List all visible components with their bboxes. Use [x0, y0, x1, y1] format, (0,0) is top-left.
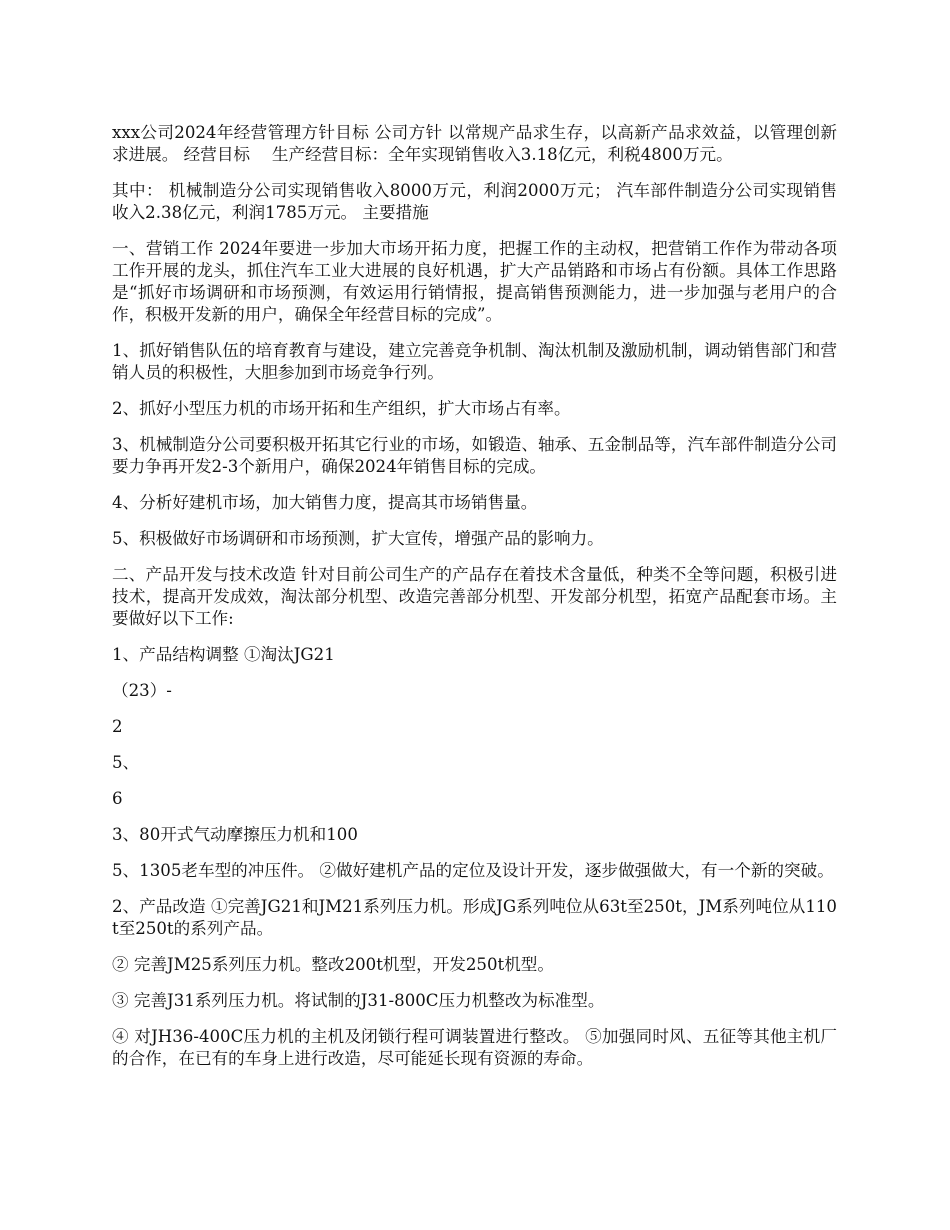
document-body — [112, 122, 837, 1084]
list-item: ④ 对JH36-400C压力机的主机及闭锁行程可调装置进行整改。 ⑤加强同时风、五征等其他主机厂的合作，在已有的车身上进行改造，尽可能延长现有资源的寿命。 — [112, 1027, 837, 1068]
list-item: 2、抓好小型压力机的市场开拓和生产组织，扩大市场占有率。 — [112, 399, 571, 418]
list-item: 2、产品改造 ①完善JG21和JM21系列压力机。形成JG系列吨位从63t至250t，JM系列吨位从110t至250t的系列产品。 — [112, 897, 837, 938]
list-item: 1、产品结构调整 ①淘汰JG21 — [112, 645, 335, 664]
list-item: 5、积极做好市场调研和市场预测，扩大宣传，增强产品的影响力。 — [112, 529, 604, 548]
list-item: 3、机械制造分公司要积极开拓其它行业的市场，如锻造、轴承、五金制品等，汽车部件制造分公司要力争再开发2-3个新用户，确保2024年销售目标的完成。 — [112, 435, 837, 476]
marketing-section-paragraph: 一、营销工作 2024年要进一步加大市场开拓力度，把握工作的主动权，把营销工作作为带动各项工作开展的龙头，抓住汽车工业大进展的良好机遇，扩大产品销路和市场占有份额。具体工作思路是“抓好市场调研和市场预测，有效运用行销情报，提高销售预测能力，进一步加强与老用户的合作，积极开发新的用户，确保全年经营目标的完成”。 — [112, 239, 837, 324]
intro-paragraph: xxx公司2024年经营管理方针目标 公司方针 以常规产品求生存，以高新产品求效益，以管理创新求进展。 经营目标 生产经营目标：全年实现销售收入3.18亿元，利税4800万元。 — [112, 123, 837, 164]
list-item: ③ 完善J31系列压力机。将试制的J31-800C压力机整改为标准型。 — [112, 991, 605, 1010]
list-item: 3、80开式气动摩擦压力机和100 — [112, 825, 358, 844]
list-item: （23）- — [112, 681, 172, 700]
list-item: 1、抓好销售队伍的培育教育与建设，建立完善竞争机制、淘汰机制及激励机制，调动销售部门和营销人员的积极性，大胆参加到市场竞争行列。 — [112, 341, 837, 382]
list-item: 5、 — [112, 753, 140, 772]
targets-paragraph: 其中： 机械制造分公司实现销售收入8000万元，利润2000万元； 汽车部件制造分公司实现销售收入2.38亿元，利润1785万元。 主要措施 — [112, 181, 837, 222]
list-item: ② 完善JM25系列压力机。整改200t机型，开发250t机型。 — [112, 955, 554, 974]
list-item: 2 — [112, 717, 123, 736]
list-item: 4、分析好建机市场，加大销售力度，提高其市场销售量。 — [112, 493, 538, 512]
list-item: 5、1305老车型的冲压件。 ②做好建机产品的定位及设计开发，逐步做强做大，有一个新的突破。 — [112, 861, 834, 880]
list-item: 6 — [112, 789, 123, 808]
product-section-paragraph: 二、产品开发与技术改造 针对目前公司生产的产品存在着技术含量低，种类不全等问题，积极引进技术，提高开发成效，淘汰部分机型、改造完善部分机型、开发部分机型，拓宽产品配套市场。主要做好以下工作: — [112, 565, 837, 628]
